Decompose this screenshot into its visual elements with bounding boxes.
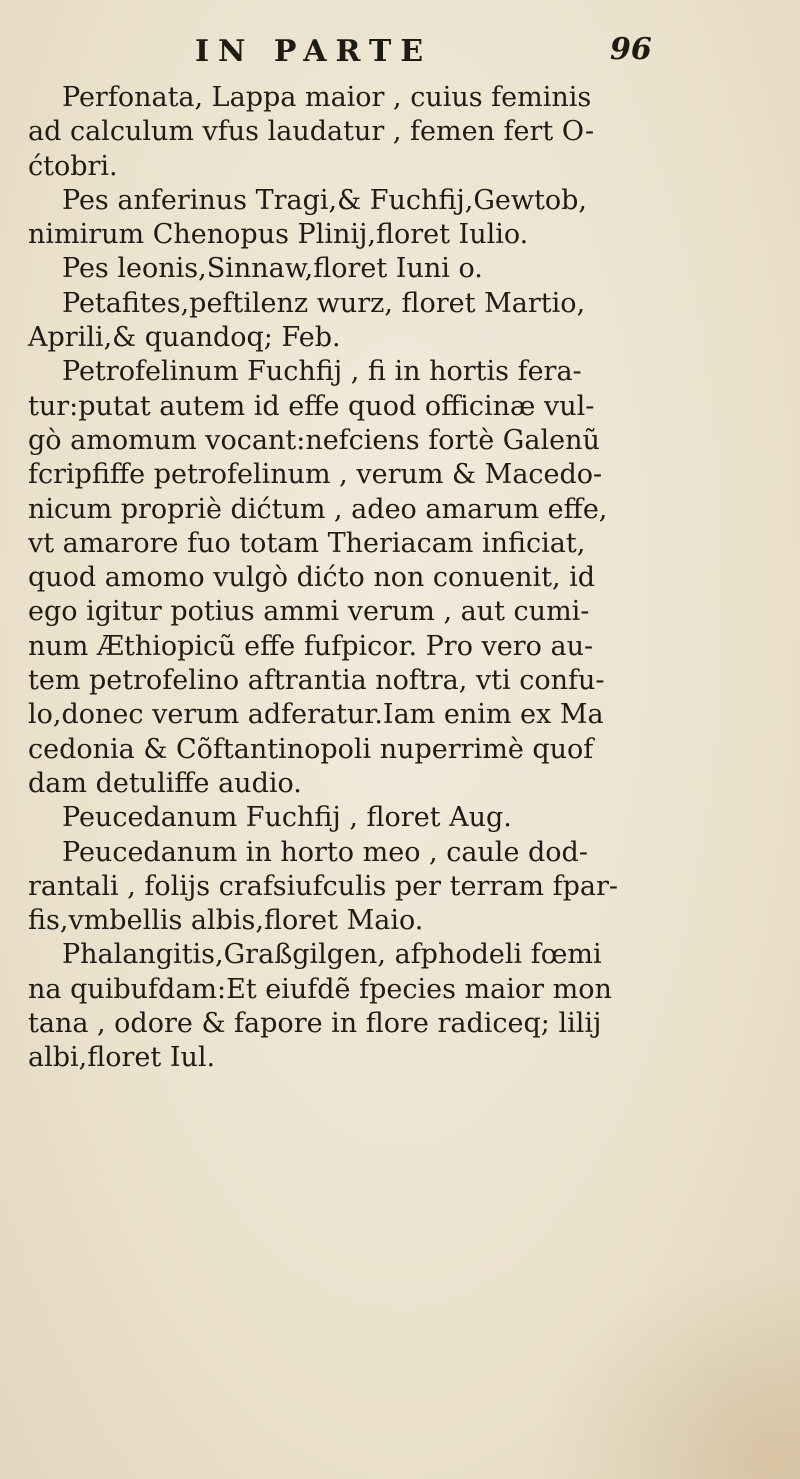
paper-stain [540, 1259, 800, 1479]
text-line: gò amomum vocant:nefciens fortè Galenũ [28, 424, 600, 456]
text-line: Phalangitis,Graßgilgen, afphodeli fœmi [62, 939, 602, 971]
text-line: num Æthiopicũ effe fufpicor. Pro vero au- [28, 630, 594, 662]
running-header [0, 28, 800, 78]
text-line: Aprili,& quandoq; Feb. [28, 322, 341, 354]
page-number: 96 [610, 32, 652, 67]
text-line: Petafites,peftilenz wurz, floret Martio, [62, 287, 586, 319]
body-text [28, 81, 788, 1076]
text-line: ego igitur potius ammi verum , aut cumi- [28, 596, 590, 628]
text-line: Pes leonis,Sinnaw,floret Iuni o. [62, 253, 483, 285]
text-line: Petrofelinum Fuchfij , fi in hortis fera- [62, 356, 582, 388]
text-line: cedonia & Cõftantinopoli nuperrimè quof [28, 733, 594, 765]
text-line: ćtobri. [28, 150, 118, 182]
text-line: albi,floret Iul. [28, 1042, 216, 1074]
running-head-title: IN PARTE [195, 34, 433, 69]
text-line: Peucedanum Fuchfij , floret Aug. [62, 802, 512, 834]
text-line: na quibufdam:Et eiufdẽ fpecies maior mon [28, 973, 612, 1005]
text-line: tem petrofelino aftrantia noftra, vti confu- [28, 665, 605, 697]
text-line: lo,donec verum adferatur.Iam enim ex Ma [28, 699, 604, 731]
text-line: nimirum Chenopus Plinij,floret Iulio. [28, 219, 529, 251]
text-line: Pes anferinus Tragi,& Fuchfij,Gewtob, [62, 184, 587, 216]
text-line: quod amomo vulgò dićto non conuenit, id [28, 562, 596, 594]
text-line: tana , odore & fapore in flore radiceq; lilij [28, 1008, 602, 1040]
text-line: ad calculum vfus laudatur , femen fert O- [28, 116, 595, 148]
text-line: nicum propriè dićtum , adeo amarum effe, [28, 493, 608, 525]
text-line: rantali , folijs crafsiufculis per terram fpar- [28, 870, 618, 902]
text-line: tur:putat autem id effe quod officinæ vul- [28, 390, 595, 422]
text-line: Peucedanum in horto meo , caule dod- [62, 836, 588, 868]
text-line: fis,vmbellis albis,floret Maio. [28, 905, 424, 937]
text-line: vt amarore fuo totam Theriacam inficiat, [28, 527, 586, 559]
text-line: Perfonata, Lappa maior , cuius feminis [62, 82, 592, 113]
text-line: fcripfiffe petrofelinum , verum & Macedo- [28, 459, 603, 491]
text-line: dam detuliffe audio. [28, 767, 302, 799]
